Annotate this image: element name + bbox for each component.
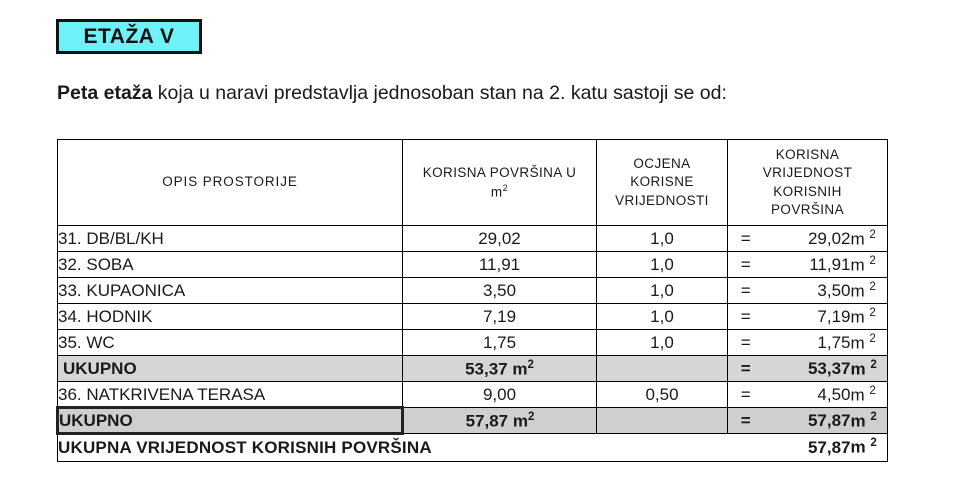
total-rating: [597, 408, 728, 434]
header-rating-line2: KORISNE: [630, 174, 694, 190]
header-value-line2: VRIJEDNOST: [762, 165, 853, 181]
subtotal-rating: [597, 356, 728, 382]
row-unit: m $^2$: [851, 304, 888, 330]
row-equals-sign: =: [728, 252, 764, 278]
header-area: [403, 140, 597, 226]
grand-total-unit: m $^2$: [851, 434, 888, 462]
row-area: 1,75: [403, 330, 597, 356]
grand-total-row: [58, 434, 888, 462]
intro-rest: koja u naravi predstavlja jednosoban stan na 2. katu sastoji se od:: [152, 82, 727, 104]
table-header: [58, 140, 888, 226]
row-rating: 1,0: [597, 226, 728, 252]
row-value: 4,50: [764, 382, 851, 408]
header-value-line4: POVRŠINA: [771, 201, 844, 217]
table-row: [58, 304, 888, 330]
header-row: [58, 140, 888, 226]
row-unit: m $^2$: [851, 382, 888, 408]
row-description: 33. KUPAONICA: [58, 278, 403, 304]
row-rating: 1,0: [597, 278, 728, 304]
table-row: [58, 382, 888, 408]
header-value-line3: KORISNIH: [773, 183, 842, 199]
row-rating: 0,50: [597, 382, 728, 408]
header-useful-value: [728, 140, 888, 226]
grand-total-spacer-2: [728, 434, 764, 462]
area-table: [56, 139, 888, 462]
subtotal-value: 53,37: [764, 356, 851, 382]
subtotal-row: [58, 356, 888, 382]
row-area: 7,19: [403, 304, 597, 330]
header-description: OPIS PROSTORIJE: [58, 140, 403, 226]
header-rating-line3: VRIJEDNOSTI: [615, 192, 709, 208]
row-unit: m $^2$: [851, 226, 888, 252]
header-area-line1: KORISNA POVRŠINA U: [422, 164, 577, 180]
total-row: [58, 408, 888, 434]
row-unit: m $^2$: [851, 278, 888, 304]
row-equals-sign: =: [728, 304, 764, 330]
row-area: 11,91: [403, 252, 597, 278]
table-row: [58, 252, 888, 278]
subtotal-equals-sign: =: [728, 356, 764, 382]
row-equals-sign: =: [728, 226, 764, 252]
subtotal-label: UKUPNO: [58, 356, 403, 382]
row-unit: m $^2$: [851, 252, 888, 278]
floor-badge: [56, 19, 202, 54]
row-equals-sign: =: [728, 330, 764, 356]
row-value: 3,50: [764, 278, 851, 304]
row-area: 9,00: [403, 382, 597, 408]
header-rating: [597, 140, 728, 226]
floor-badge-label: ETAŽA V: [83, 25, 175, 48]
row-description: 32. SOBA: [58, 252, 403, 278]
row-rating: 1,0: [597, 252, 728, 278]
row-description: 36. NATKRIVENA TERASA: [58, 382, 403, 408]
row-description: 35. WC: [58, 330, 403, 356]
header-area-unit-sup: 2: [502, 182, 509, 193]
row-value: 7,19: [764, 304, 851, 330]
row-value: 11,91: [764, 252, 851, 278]
row-area: 29,02: [403, 226, 597, 252]
table-row: [58, 226, 888, 252]
header-area-unit: m: [490, 184, 503, 200]
subtotal-area: 53,37 $m^2$: [403, 356, 597, 382]
intro-paragraph: [57, 82, 727, 105]
table-row: [58, 330, 888, 356]
row-equals-sign: =: [728, 382, 764, 408]
header-rating-line1: OCJENA: [633, 156, 691, 172]
row-description: 31. DB/BL/KH: [58, 226, 403, 252]
total-unit: m $^2$: [851, 408, 888, 434]
row-value: 1,75: [764, 330, 851, 356]
row-value: 29,02: [764, 226, 851, 252]
grand-total-spacer: [597, 434, 728, 462]
grand-total-label: UKUPNA VRIJEDNOST KORISNIH POVRŠINA: [58, 434, 597, 462]
subtotal-unit: m $^2$: [851, 356, 888, 382]
table-body: [58, 226, 888, 462]
total-area: 57,87 $m^2$: [403, 408, 597, 434]
row-unit: m $^2$: [851, 330, 888, 356]
total-label: UKUPNO: [58, 408, 403, 434]
row-area: 3,50: [403, 278, 597, 304]
intro-lead: Peta etaža: [57, 82, 153, 104]
table-row: [58, 278, 888, 304]
total-value: 57,87: [764, 408, 851, 434]
total-equals-sign: =: [728, 408, 764, 434]
row-description: 34. HODNIK: [58, 304, 403, 330]
row-equals-sign: =: [728, 278, 764, 304]
row-rating: 1,0: [597, 304, 728, 330]
row-rating: 1,0: [597, 330, 728, 356]
grand-total-value: 57,87: [764, 434, 851, 462]
header-value-line1: KORISNA: [775, 147, 840, 163]
